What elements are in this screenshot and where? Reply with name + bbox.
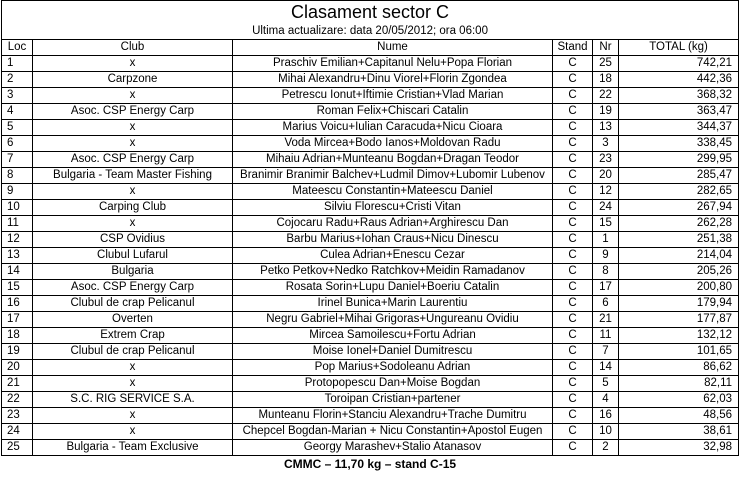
club-cell: Bulgaria - Team Exclusive — [33, 440, 233, 456]
name-cell: Georgy Marashev+Stalio Atanasov — [233, 440, 553, 456]
nr-cell: 15 — [593, 216, 619, 232]
name-cell: Moise Ionel+Daniel Dumitrescu — [233, 344, 553, 360]
total-cell: 299,95 — [619, 152, 739, 168]
rank-cell: 13 — [2, 248, 33, 264]
name-cell: Rosata Sorin+Lupu Daniel+Boeriu Catalin — [233, 280, 553, 296]
stand-cell: C — [553, 184, 593, 200]
stand-cell: C — [553, 440, 593, 456]
table-row — [2, 328, 739, 344]
club-cell: x — [33, 120, 233, 136]
total-cell: 179,94 — [619, 296, 739, 312]
stand-cell: C — [553, 424, 593, 440]
table-row — [2, 136, 739, 152]
total-cell: 177,87 — [619, 312, 739, 328]
nr-cell: 21 — [593, 312, 619, 328]
stand-cell: C — [553, 120, 593, 136]
table-row — [2, 296, 739, 312]
name-cell: Petko Petkov+Nedko Ratchkov+Meidin Ramadanov — [233, 264, 553, 280]
rank-cell: 2 — [2, 72, 33, 88]
total-cell: 442,36 — [619, 72, 739, 88]
club-cell: Overten — [33, 312, 233, 328]
nr-cell: 4 — [593, 392, 619, 408]
stand-cell: C — [553, 280, 593, 296]
name-cell: Cojocaru Radu+Raus Adrian+Arghirescu Dan — [233, 216, 553, 232]
nr-cell: 8 — [593, 264, 619, 280]
nr-cell: 7 — [593, 344, 619, 360]
club-cell: Asoc. CSP Energy Carp — [33, 104, 233, 120]
total-cell: 338,45 — [619, 136, 739, 152]
nr-cell: 16 — [593, 408, 619, 424]
table-row — [2, 216, 739, 232]
stand-cell: C — [553, 200, 593, 216]
rank-cell: 21 — [2, 376, 33, 392]
club-cell: Bulgaria — [33, 264, 233, 280]
stand-cell: C — [553, 104, 593, 120]
table-row — [2, 72, 739, 88]
rank-cell: 15 — [2, 280, 33, 296]
name-cell: Mihaiu Adrian+Munteanu Bogdan+Dragan Teodor — [233, 152, 553, 168]
total-cell: 82,11 — [619, 376, 739, 392]
club-cell: x — [33, 136, 233, 152]
club-cell: x — [33, 184, 233, 200]
stand-cell: C — [553, 232, 593, 248]
nr-cell: 17 — [593, 280, 619, 296]
rank-cell: 18 — [2, 328, 33, 344]
nr-cell: 10 — [593, 424, 619, 440]
club-cell: Bulgaria - Team Master Fishing — [33, 168, 233, 184]
name-cell: Mateescu Constantin+Mateescu Daniel — [233, 184, 553, 200]
stand-cell: C — [553, 88, 593, 104]
rank-cell: 5 — [2, 120, 33, 136]
rank-cell: 25 — [2, 440, 33, 456]
club-cell: x — [33, 408, 233, 424]
rank-cell: 11 — [2, 216, 33, 232]
club-cell: Extrem Crap — [33, 328, 233, 344]
col-header-loc: Loc — [2, 40, 33, 56]
table-row — [2, 152, 739, 168]
nr-cell: 2 — [593, 440, 619, 456]
total-cell: 101,65 — [619, 344, 739, 360]
rank-cell: 4 — [2, 104, 33, 120]
nr-cell: 22 — [593, 88, 619, 104]
stand-cell: C — [553, 408, 593, 424]
rank-cell: 6 — [2, 136, 33, 152]
name-cell: Petrescu Ionut+Iftimie Cristian+Vlad Marian — [233, 88, 553, 104]
total-cell: 200,80 — [619, 280, 739, 296]
col-header-stand: Stand — [553, 40, 593, 56]
table-row — [2, 232, 739, 248]
rank-cell: 14 — [2, 264, 33, 280]
rank-cell: 10 — [2, 200, 33, 216]
rank-cell: 9 — [2, 184, 33, 200]
table-row — [2, 88, 739, 104]
club-cell: Asoc. CSP Energy Carp — [33, 280, 233, 296]
rank-cell: 24 — [2, 424, 33, 440]
name-cell: Silviu Florescu+Cristi Vitan — [233, 200, 553, 216]
page-title: Clasament sector C — [2, 1, 739, 25]
name-cell: Toroipan Cristian+partener — [233, 392, 553, 408]
club-cell: CSP Ovidius — [33, 232, 233, 248]
nr-cell: 19 — [593, 104, 619, 120]
club-cell: x — [33, 88, 233, 104]
stand-cell: C — [553, 216, 593, 232]
nr-cell: 11 — [593, 328, 619, 344]
table-row — [2, 392, 739, 408]
nr-cell: 20 — [593, 168, 619, 184]
total-cell: 344,37 — [619, 120, 739, 136]
club-cell: x — [33, 56, 233, 72]
club-cell: Clubul de crap Pelicanul — [33, 344, 233, 360]
table-row — [2, 184, 739, 200]
stand-cell: C — [553, 360, 593, 376]
club-cell: x — [33, 360, 233, 376]
club-cell: Carpzone — [33, 72, 233, 88]
rank-cell: 8 — [2, 168, 33, 184]
nr-cell: 6 — [593, 296, 619, 312]
total-cell: 251,38 — [619, 232, 739, 248]
total-cell: 32,98 — [619, 440, 739, 456]
rank-cell: 19 — [2, 344, 33, 360]
club-cell: S.C. RIG SERVICE S.A. — [33, 392, 233, 408]
stand-cell: C — [553, 56, 593, 72]
col-header-total: TOTAL (kg) — [619, 40, 739, 56]
name-cell: Protopopescu Dan+Moise Bogdan — [233, 376, 553, 392]
table-row — [2, 56, 739, 72]
total-cell: 363,47 — [619, 104, 739, 120]
name-cell: Mihai Alexandru+Dinu Viorel+Florin Zgondea — [233, 72, 553, 88]
rank-cell: 7 — [2, 152, 33, 168]
total-cell: 742,21 — [619, 56, 739, 72]
name-cell: Praschiv Emilian+Capitanul Nelu+Popa Florian — [233, 56, 553, 72]
stand-cell: C — [553, 248, 593, 264]
total-cell: 368,32 — [619, 88, 739, 104]
table-row — [2, 200, 739, 216]
table-row — [2, 360, 739, 376]
stand-cell: C — [553, 296, 593, 312]
total-cell: 267,94 — [619, 200, 739, 216]
col-header-club: Club — [33, 40, 233, 56]
club-cell: x — [33, 376, 233, 392]
table-row — [2, 168, 739, 184]
name-cell: Culea Adrian+Enescu Cezar — [233, 248, 553, 264]
name-cell: Branimir Branimir Balchev+Ludmil Dimov+Lubomir Lubenov — [233, 168, 553, 184]
rank-cell: 12 — [2, 232, 33, 248]
rank-cell: 22 — [2, 392, 33, 408]
header-row — [2, 40, 739, 56]
total-cell: 285,47 — [619, 168, 739, 184]
col-header-nume: Nume — [233, 40, 553, 56]
rank-cell: 16 — [2, 296, 33, 312]
table-row — [2, 280, 739, 296]
name-cell: Roman Felix+Chiscari Catalin — [233, 104, 553, 120]
total-cell: 62,03 — [619, 392, 739, 408]
total-cell: 282,65 — [619, 184, 739, 200]
club-cell: x — [33, 424, 233, 440]
stand-cell: C — [553, 152, 593, 168]
club-cell: Carping Club — [33, 200, 233, 216]
club-cell: x — [33, 216, 233, 232]
name-cell: Irinel Bunica+Marin Laurentiu — [233, 296, 553, 312]
club-cell: Clubul Lufarul — [33, 248, 233, 264]
nr-cell: 5 — [593, 376, 619, 392]
name-cell: Chepcel Bogdan-Marian + Nicu Constantin+Apostol Eugen — [233, 424, 553, 440]
table-row — [2, 104, 739, 120]
table-row — [2, 424, 739, 440]
total-cell: 38,61 — [619, 424, 739, 440]
total-cell: 86,62 — [619, 360, 739, 376]
last-update: Ultima actualizare: data 20/05/2012; ora 06:00 — [2, 24, 739, 40]
stand-cell: C — [553, 264, 593, 280]
total-cell: 48,56 — [619, 408, 739, 424]
nr-cell: 3 — [593, 136, 619, 152]
table-row — [2, 408, 739, 424]
footer-note: CMMC – 11,70 kg – stand C-15 — [283, 457, 457, 471]
ranking-table — [1, 0, 739, 473]
nr-cell: 24 — [593, 200, 619, 216]
name-cell: Mircea Samoilescu+Fortu Adrian — [233, 328, 553, 344]
stand-cell: C — [553, 72, 593, 88]
rank-cell: 23 — [2, 408, 33, 424]
table-row — [2, 440, 739, 456]
stand-cell: C — [553, 392, 593, 408]
table-row — [2, 376, 739, 392]
rank-cell: 3 — [2, 88, 33, 104]
total-cell: 205,26 — [619, 264, 739, 280]
name-cell: Negru Gabriel+Mihai Grigoras+Ungureanu Ovidiu — [233, 312, 553, 328]
stand-cell: C — [553, 168, 593, 184]
rank-cell: 20 — [2, 360, 33, 376]
nr-cell: 9 — [593, 248, 619, 264]
table-row — [2, 120, 739, 136]
name-cell: Marius Voicu+Iulian Caracuda+Nicu Cioara — [233, 120, 553, 136]
rank-cell: 1 — [2, 56, 33, 72]
nr-cell: 14 — [593, 360, 619, 376]
total-cell: 214,04 — [619, 248, 739, 264]
nr-cell: 18 — [593, 72, 619, 88]
stand-cell: C — [553, 312, 593, 328]
table-row — [2, 248, 739, 264]
nr-cell: 25 — [593, 56, 619, 72]
stand-cell: C — [553, 328, 593, 344]
total-cell: 132,12 — [619, 328, 739, 344]
table-row — [2, 344, 739, 360]
nr-cell: 12 — [593, 184, 619, 200]
nr-cell: 1 — [593, 232, 619, 248]
stand-cell: C — [553, 376, 593, 392]
club-cell: Asoc. CSP Energy Carp — [33, 152, 233, 168]
col-header-nr: Nr — [593, 40, 619, 56]
name-cell: Pop Marius+Sodoleanu Adrian — [233, 360, 553, 376]
table-row — [2, 264, 739, 280]
name-cell: Barbu Marius+Iohan Craus+Nicu Dinescu — [233, 232, 553, 248]
nr-cell: 13 — [593, 120, 619, 136]
table-row — [2, 312, 739, 328]
club-cell: Clubul de crap Pelicanul — [33, 296, 233, 312]
rank-cell: 17 — [2, 312, 33, 328]
name-cell: Voda Mircea+Bodo Ianos+Moldovan Radu — [233, 136, 553, 152]
total-cell: 262,28 — [619, 216, 739, 232]
nr-cell: 23 — [593, 152, 619, 168]
stand-cell: C — [553, 136, 593, 152]
name-cell: Munteanu Florin+Stanciu Alexandru+Trache Dumitru — [233, 408, 553, 424]
stand-cell: C — [553, 344, 593, 360]
